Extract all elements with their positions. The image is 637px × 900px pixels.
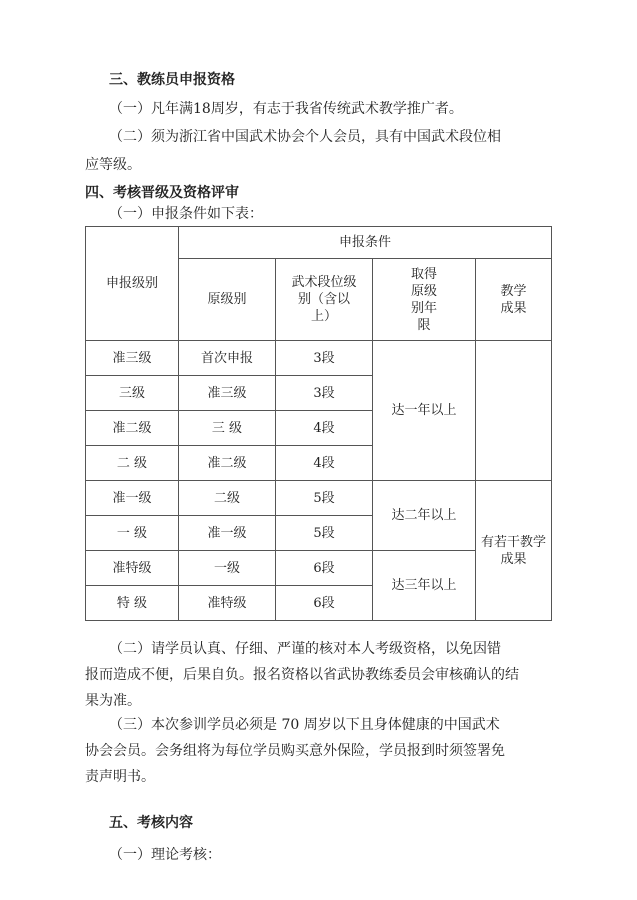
requirements-table [85, 226, 552, 621]
section4-item3-line1: （三）本次参训学员必须是 70 周岁以下且身体健康的中国武术 [109, 717, 500, 733]
cell-orig: 准二级 [179, 446, 276, 481]
header-results: 教学 成果 [476, 259, 552, 341]
section4-item3-line3: 责声明书。 [85, 769, 155, 785]
header-years: 取得 原级 别年 限 [373, 259, 476, 341]
cell-duan: 5段 [276, 481, 373, 516]
cell-level: 特 级 [86, 586, 179, 621]
section4-item2-line2: 报而造成不便，后果自负。报名资格以省武协教练委员会审核确认的结 [85, 667, 519, 683]
cell-years-3: 达三年以上 [373, 551, 476, 621]
section3-item1: （一）凡年满18周岁，有志于我省传统武术教学推广者。 [109, 101, 463, 117]
cell-years-1: 达一年以上 [373, 341, 476, 481]
cell-years-2: 达二年以上 [373, 481, 476, 551]
cell-orig: 二级 [179, 481, 276, 516]
cell-level: 准三级 [86, 341, 179, 376]
cell-level: 准特级 [86, 551, 179, 586]
header-orig-level: 原级别 [179, 259, 276, 341]
section3-heading: 三、教练员申报资格 [109, 72, 235, 88]
header-duan: 武术段位级 别（含以 上） [276, 259, 373, 341]
section5-heading: 五、考核内容 [109, 815, 193, 831]
section4-item2-line3: 果为准。 [85, 693, 141, 709]
cell-duan: 6段 [276, 551, 373, 586]
cell-duan: 3段 [276, 341, 373, 376]
section4-item2-line1: （二）请学员认真、仔细、严谨的核对本人考级资格，以免因错 [109, 641, 501, 657]
cell-level: 二 级 [86, 446, 179, 481]
cell-orig: 准三级 [179, 376, 276, 411]
cell-duan: 3段 [276, 376, 373, 411]
cell-results-empty [476, 341, 552, 481]
cell-orig: 首次申报 [179, 341, 276, 376]
cell-level: 一 级 [86, 516, 179, 551]
section4-heading: 四、考核晋级及资格评审 [85, 185, 239, 201]
section5-item1: （一）理论考核： [109, 847, 221, 863]
cell-level: 准一级 [86, 481, 179, 516]
header-level: 申报级别 [86, 227, 179, 341]
header-conditions: 申报条件 [179, 227, 552, 259]
cell-orig: 准一级 [179, 516, 276, 551]
cell-level: 准二级 [86, 411, 179, 446]
cell-results: 有若干教学 成果 [476, 481, 552, 621]
section3-item2: （二）须为浙江省中国武术协会个人会员，具有中国武术段位相 [109, 129, 501, 145]
cell-level: 三级 [86, 376, 179, 411]
cell-duan: 4段 [276, 411, 373, 446]
cell-duan: 5段 [276, 516, 373, 551]
cell-orig: 三 级 [179, 411, 276, 446]
cell-duan: 4段 [276, 446, 373, 481]
section3-item2-cont: 应等级。 [85, 157, 141, 173]
cell-orig: 一级 [179, 551, 276, 586]
cell-duan: 6段 [276, 586, 373, 621]
cell-orig: 准特级 [179, 586, 276, 621]
section4-item3-line2: 协会会员。会务组将为每位学员购买意外保险，学员报到时须签署免 [85, 743, 505, 759]
section4-intro: （一）申报条件如下表： [109, 206, 263, 222]
